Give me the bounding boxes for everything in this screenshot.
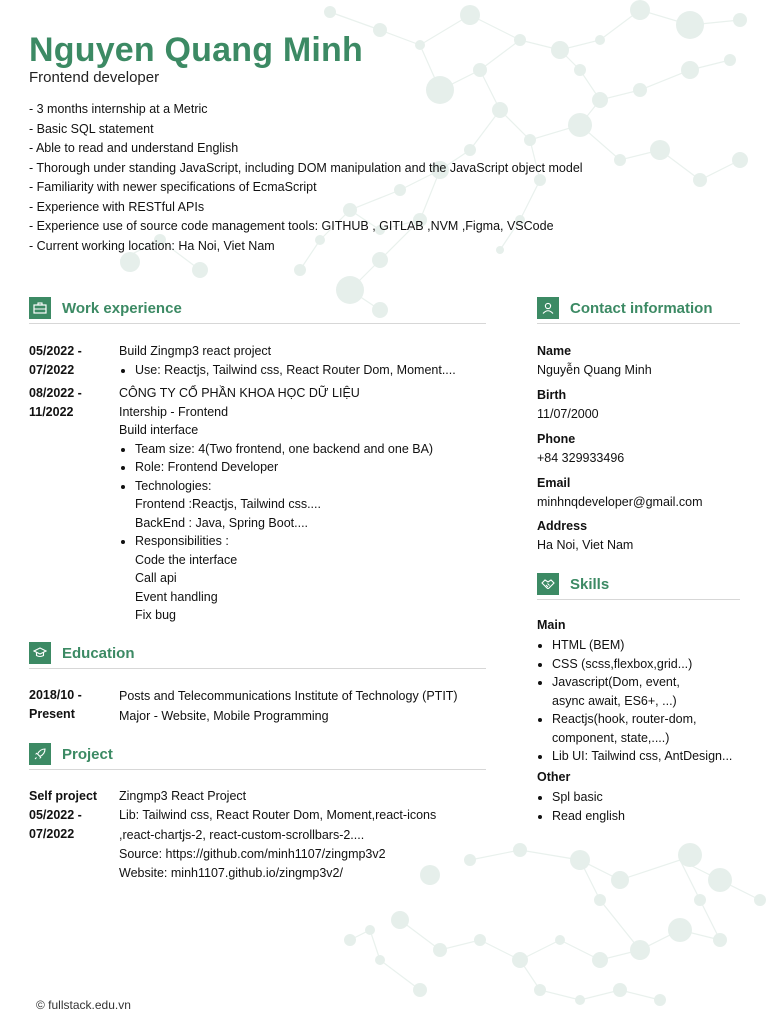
education-section-title: Education — [62, 645, 135, 662]
tech-label: • Technologies: — [135, 478, 212, 493]
date-start: 05/2022 - — [29, 344, 82, 358]
project-libs-cont: ,react-chartjs-2, react-custom-scrollbars-2.... — [119, 827, 365, 842]
contact-label: Phone — [537, 432, 576, 446]
summary-list — [29, 100, 583, 256]
contact-value: Ha Noi, Viet Nam — [537, 537, 634, 552]
contact-value: 11/07/2000 — [537, 406, 599, 421]
skills-other-list — [537, 788, 768, 825]
summary-item: - Able to read and understand English — [29, 141, 239, 155]
date-start: 08/2022 - — [29, 386, 82, 400]
tech-frontend: Frontend :Reactjs, Tailwind css.... — [135, 497, 321, 511]
footer-credit: © fullstack.edu.vn — [36, 998, 131, 1012]
resp-item: Event handling — [135, 589, 218, 604]
summary-item: - Basic SQL statement — [29, 121, 154, 136]
project-section-title: Project — [62, 746, 113, 763]
skills-other-label: Other — [537, 770, 571, 784]
resp-item: Fix bug — [135, 608, 176, 622]
skill-item: • HTML (BEM) — [552, 636, 768, 655]
skills-main-list — [537, 636, 768, 766]
skills-section-title: Skills — [570, 576, 610, 593]
briefcase-icon — [29, 297, 51, 319]
work-project-title: Build Zingmp3 react project — [119, 344, 272, 358]
work-item — [119, 342, 509, 379]
work-section-header — [29, 297, 486, 324]
work-bullet: • Team size: 4(Two frontend, one backend and one BA) — [135, 440, 509, 459]
contact-birth-block — [537, 386, 599, 423]
project-item — [119, 787, 519, 883]
work-date — [29, 384, 114, 422]
contact-email-block — [537, 474, 703, 511]
skill-item: • Javascript(Dom, event, async await, ES6+, ...) — [552, 673, 702, 710]
work-bullet: • Role: Frontend Developer — [135, 458, 509, 477]
school-major: Major - Website, Mobile Programming — [119, 709, 329, 723]
rocket-icon — [29, 743, 51, 765]
project-source-link[interactable]: Source: https://github.com/minh1107/zingmp3v2 — [119, 846, 386, 861]
contact-label: Name — [537, 344, 572, 358]
skill-item: • Spl basic — [552, 788, 768, 807]
date-end: 11/2022 — [29, 405, 74, 419]
summary-item: - Current working location: Ha Noi, Viet Nam — [29, 238, 275, 253]
resp-item: Call api — [135, 571, 177, 585]
project-date — [29, 787, 114, 844]
summary-item: - Familiarity with newer specifications of EcmaScript — [29, 180, 317, 194]
summary-item: - 3 months internship at a Metric — [29, 102, 208, 116]
project-section-header — [29, 743, 486, 770]
project-name: Zingmp3 React Project — [119, 789, 247, 803]
company-name: CÔNG TY CỔ PHẦN KHOA HỌC DỮ LIỆU — [119, 386, 360, 400]
school-name: Posts and Telecommunications Institute of Technology (PTIT) — [119, 689, 458, 703]
education-date — [29, 686, 114, 724]
work-bullet — [135, 532, 509, 625]
resp-item: Code the interface — [135, 552, 238, 567]
skill-item: • Reactjs(hook, router-dom, component, state,....) — [552, 710, 722, 747]
contact-email-value[interactable]: minhnqdeveloper@gmail.com — [537, 494, 703, 509]
contact-value: Nguyễn Quang Minh — [537, 362, 652, 377]
project-kind: Self project — [29, 789, 98, 803]
date-start: 05/2022 - — [29, 808, 82, 822]
project-libs: Lib: Tailwind css, React Router Dom, Moment,react-icons — [119, 808, 437, 823]
summary-item: - Experience with RESTful APIs — [29, 199, 205, 214]
skill-item: • Read english — [552, 807, 768, 826]
skills-section-header — [537, 573, 740, 600]
candidate-name: Nguyen Quang Minh — [29, 31, 363, 69]
candidate-role: Frontend developer — [29, 69, 160, 86]
work-item — [119, 384, 509, 625]
education-section-header — [29, 642, 486, 669]
work-bullet — [135, 477, 509, 533]
handshake-icon — [537, 573, 559, 595]
summary-item: - Experience use of source code management tools: GITHUB , GITLAB ,NVM ,Figma, VSCode — [29, 219, 554, 233]
work-date — [29, 342, 114, 380]
summary-item: - Thorough under standing JavaScript, including DOM manipulation and the JavaScript object model — [29, 160, 583, 175]
contact-name-block — [537, 342, 652, 379]
project-website-link[interactable]: Website: minh1107.github.io/zingmp3v2/ — [119, 866, 343, 881]
date-end: 07/2022 — [29, 827, 75, 841]
contact-phone-value[interactable]: +84 329933496 — [537, 450, 625, 465]
skill-item: • CSS (scss,flexbox,grid...) — [552, 655, 768, 674]
contact-label: Email — [537, 476, 571, 490]
skills-main-label: Main — [537, 618, 566, 632]
work-section-title: Work experience — [62, 300, 182, 317]
date-end: Present — [29, 707, 75, 721]
person-icon — [537, 297, 559, 319]
skill-item: • Lib UI: Tailwind css, AntDesign... — [552, 747, 768, 766]
contact-label: Address — [537, 519, 588, 533]
job-task: Build interface — [119, 423, 199, 437]
contact-address-block — [537, 517, 633, 554]
contact-label: Birth — [537, 388, 567, 402]
work-bullet: • Use: Reactjs, Tailwind css, React Router Dom, Moment.... — [135, 361, 509, 380]
education-item — [119, 686, 509, 726]
job-position: Intership - Frontend — [119, 404, 229, 419]
tech-backend: BackEnd : Java, Spring Boot.... — [135, 515, 309, 530]
contact-section-title: Contact information — [570, 300, 713, 317]
graduation-cap-icon — [29, 642, 51, 664]
contact-phone-block — [537, 430, 624, 467]
resp-label: • Responsibilities : — [135, 534, 229, 548]
contact-section-header — [537, 297, 740, 324]
date-start: 2018/10 - — [29, 688, 82, 702]
date-end: 07/2022 — [29, 363, 75, 377]
